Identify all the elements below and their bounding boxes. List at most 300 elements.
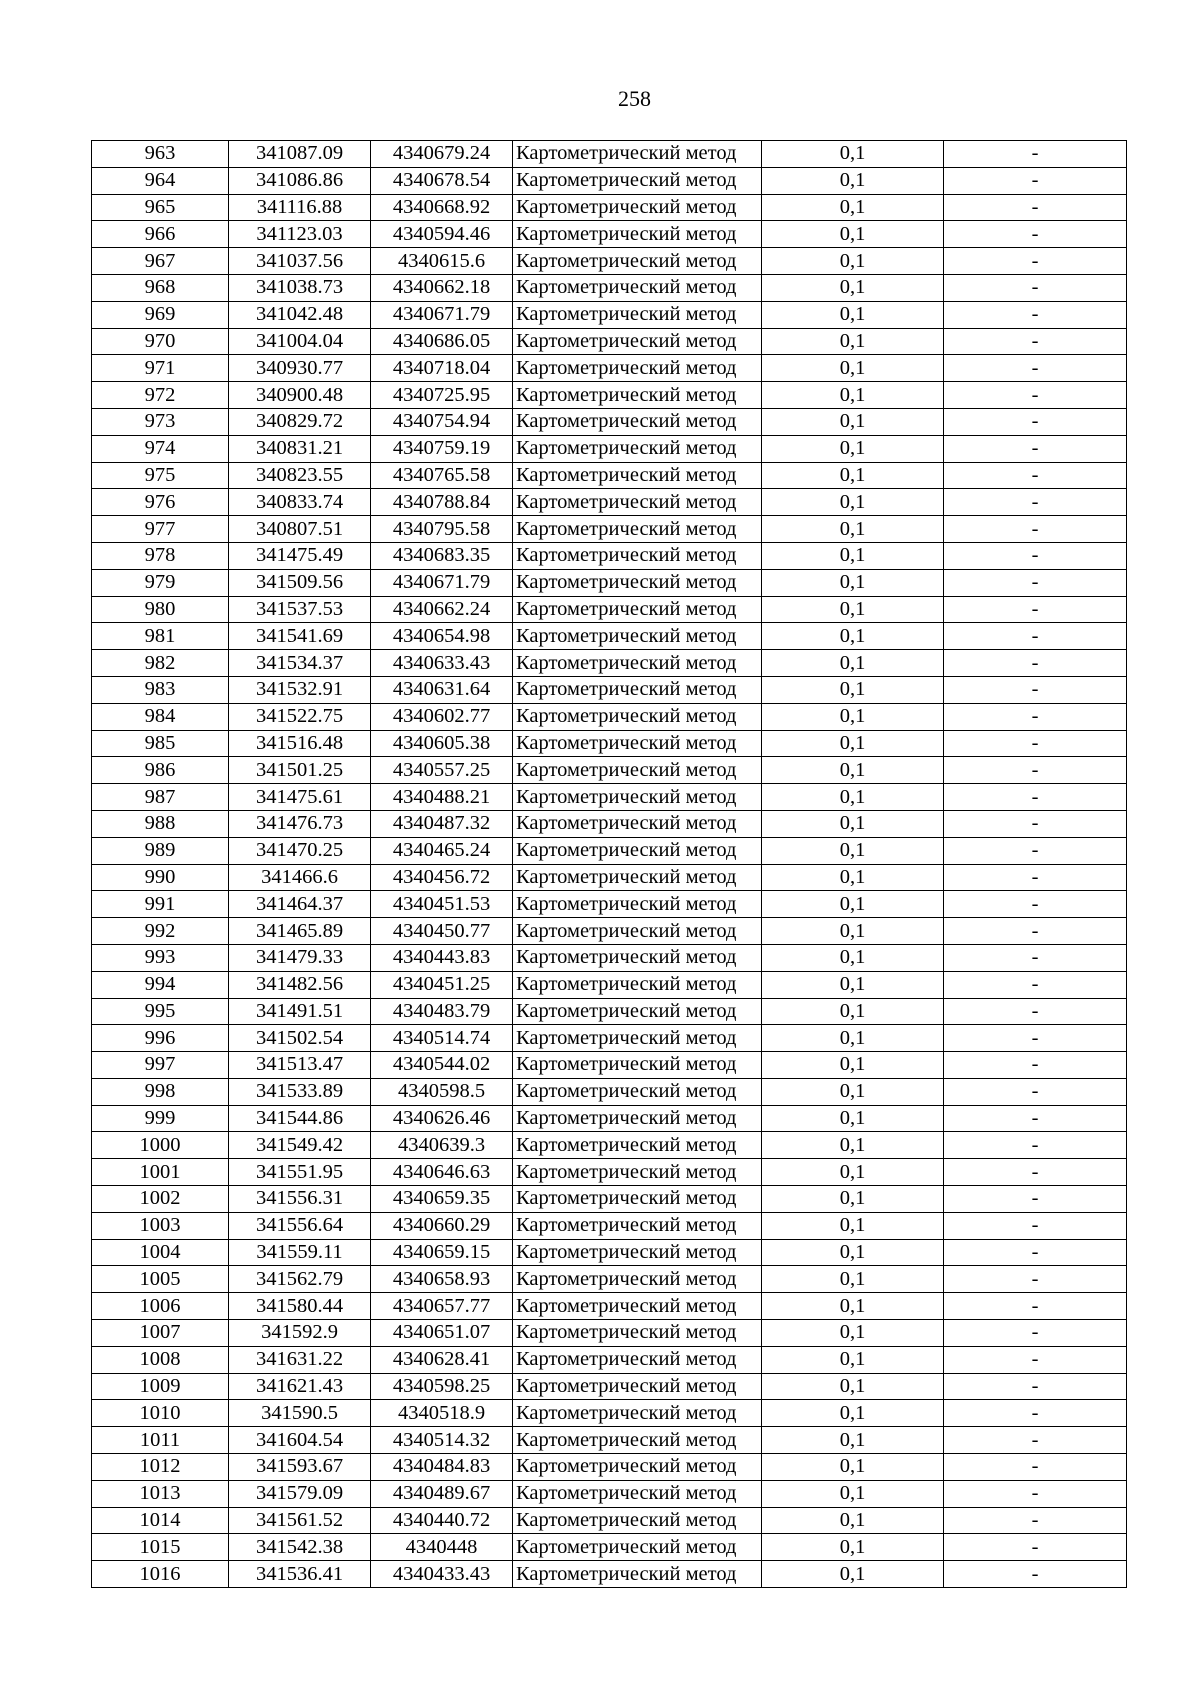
note-cell: - bbox=[944, 542, 1127, 569]
x-coordinate-cell: 341604.54 bbox=[229, 1427, 371, 1454]
point-number-cell: 1003 bbox=[92, 1212, 229, 1239]
method-cell: Картометрический метод bbox=[513, 998, 762, 1025]
table-row bbox=[92, 1052, 1127, 1079]
table-row bbox=[92, 221, 1127, 248]
x-coordinate-cell: 341532.91 bbox=[229, 676, 371, 703]
x-coordinate-cell: 341536.41 bbox=[229, 1561, 371, 1588]
y-coordinate-cell: 4340754.94 bbox=[371, 408, 513, 435]
accuracy-cell: 0,1 bbox=[762, 274, 944, 301]
table-row bbox=[92, 141, 1127, 168]
table-row bbox=[92, 542, 1127, 569]
x-coordinate-cell: 341116.88 bbox=[229, 194, 371, 221]
point-number-cell: 968 bbox=[92, 274, 229, 301]
method-cell: Картометрический метод bbox=[513, 221, 762, 248]
y-coordinate-cell: 4340448 bbox=[371, 1534, 513, 1561]
x-coordinate-cell: 341580.44 bbox=[229, 1293, 371, 1320]
table-row bbox=[92, 810, 1127, 837]
note-cell: - bbox=[944, 516, 1127, 543]
method-cell: Картометрический метод bbox=[513, 1400, 762, 1427]
y-coordinate-cell: 4340514.74 bbox=[371, 1025, 513, 1052]
table-row bbox=[92, 998, 1127, 1025]
table-row bbox=[92, 1025, 1127, 1052]
method-cell: Картометрический метод bbox=[513, 1105, 762, 1132]
method-cell: Картометрический метод bbox=[513, 1454, 762, 1481]
point-number-cell: 999 bbox=[92, 1105, 229, 1132]
y-coordinate-cell: 4340488.21 bbox=[371, 784, 513, 811]
x-coordinate-cell: 341042.48 bbox=[229, 301, 371, 328]
table-row bbox=[92, 1454, 1127, 1481]
accuracy-cell: 0,1 bbox=[762, 676, 944, 703]
point-number-cell: 1005 bbox=[92, 1266, 229, 1293]
y-coordinate-cell: 4340660.29 bbox=[371, 1212, 513, 1239]
y-coordinate-cell: 4340483.79 bbox=[371, 998, 513, 1025]
table-row bbox=[92, 1239, 1127, 1266]
method-cell: Картометрический метод bbox=[513, 918, 762, 945]
x-coordinate-cell: 341466.6 bbox=[229, 864, 371, 891]
note-cell: - bbox=[944, 1507, 1127, 1534]
accuracy-cell: 0,1 bbox=[762, 1159, 944, 1186]
note-cell: - bbox=[944, 676, 1127, 703]
table-row bbox=[92, 730, 1127, 757]
table-row bbox=[92, 1132, 1127, 1159]
note-cell: - bbox=[944, 355, 1127, 382]
point-number-cell: 1007 bbox=[92, 1320, 229, 1347]
method-cell: Картометрический метод bbox=[513, 248, 762, 275]
x-coordinate-cell: 341087.09 bbox=[229, 141, 371, 168]
note-cell: - bbox=[944, 1293, 1127, 1320]
method-cell: Картометрический метод bbox=[513, 489, 762, 516]
accuracy-cell: 0,1 bbox=[762, 810, 944, 837]
note-cell: - bbox=[944, 301, 1127, 328]
note-cell: - bbox=[944, 1105, 1127, 1132]
accuracy-cell: 0,1 bbox=[762, 730, 944, 757]
point-number-cell: 976 bbox=[92, 489, 229, 516]
method-cell: Картометрический метод bbox=[513, 1052, 762, 1079]
accuracy-cell: 0,1 bbox=[762, 167, 944, 194]
method-cell: Картометрический метод bbox=[513, 891, 762, 918]
point-number-cell: 990 bbox=[92, 864, 229, 891]
point-number-cell: 1015 bbox=[92, 1534, 229, 1561]
y-coordinate-cell: 4340598.25 bbox=[371, 1373, 513, 1400]
method-cell: Картометрический метод bbox=[513, 1266, 762, 1293]
method-cell: Картометрический метод bbox=[513, 569, 762, 596]
method-cell: Картометрический метод bbox=[513, 435, 762, 462]
note-cell: - bbox=[944, 1373, 1127, 1400]
method-cell: Картометрический метод bbox=[513, 1561, 762, 1588]
y-coordinate-cell: 4340795.58 bbox=[371, 516, 513, 543]
method-cell: Картометрический метод bbox=[513, 730, 762, 757]
accuracy-cell: 0,1 bbox=[762, 569, 944, 596]
y-coordinate-cell: 4340518.9 bbox=[371, 1400, 513, 1427]
point-number-cell: 1016 bbox=[92, 1561, 229, 1588]
note-cell: - bbox=[944, 274, 1127, 301]
y-coordinate-cell: 4340433.43 bbox=[371, 1561, 513, 1588]
y-coordinate-cell: 4340594.46 bbox=[371, 221, 513, 248]
y-coordinate-cell: 4340451.25 bbox=[371, 971, 513, 998]
note-cell: - bbox=[944, 623, 1127, 650]
method-cell: Картометрический метод bbox=[513, 1346, 762, 1373]
note-cell: - bbox=[944, 1480, 1127, 1507]
y-coordinate-cell: 4340658.93 bbox=[371, 1266, 513, 1293]
x-coordinate-cell: 341592.9 bbox=[229, 1320, 371, 1347]
note-cell: - bbox=[944, 382, 1127, 409]
note-cell: - bbox=[944, 435, 1127, 462]
x-coordinate-cell: 341479.33 bbox=[229, 944, 371, 971]
x-coordinate-cell: 341533.89 bbox=[229, 1078, 371, 1105]
x-coordinate-cell: 341631.22 bbox=[229, 1346, 371, 1373]
y-coordinate-cell: 4340662.24 bbox=[371, 596, 513, 623]
table-row bbox=[92, 194, 1127, 221]
method-cell: Картометрический метод bbox=[513, 1078, 762, 1105]
point-number-cell: 988 bbox=[92, 810, 229, 837]
table-row bbox=[92, 757, 1127, 784]
y-coordinate-cell: 4340440.72 bbox=[371, 1507, 513, 1534]
table-row bbox=[92, 971, 1127, 998]
method-cell: Картометрический метод bbox=[513, 542, 762, 569]
accuracy-cell: 0,1 bbox=[762, 301, 944, 328]
point-number-cell: 967 bbox=[92, 248, 229, 275]
table-row bbox=[92, 435, 1127, 462]
accuracy-cell: 0,1 bbox=[762, 1293, 944, 1320]
table-row bbox=[92, 703, 1127, 730]
x-coordinate-cell: 341475.61 bbox=[229, 784, 371, 811]
note-cell: - bbox=[944, 1212, 1127, 1239]
table-row bbox=[92, 408, 1127, 435]
x-coordinate-cell: 341037.56 bbox=[229, 248, 371, 275]
note-cell: - bbox=[944, 1454, 1127, 1481]
note-cell: - bbox=[944, 141, 1127, 168]
accuracy-cell: 0,1 bbox=[762, 757, 944, 784]
method-cell: Картометрический метод bbox=[513, 1534, 762, 1561]
accuracy-cell: 0,1 bbox=[762, 623, 944, 650]
method-cell: Картометрический метод bbox=[513, 462, 762, 489]
accuracy-cell: 0,1 bbox=[762, 918, 944, 945]
note-cell: - bbox=[944, 489, 1127, 516]
accuracy-cell: 0,1 bbox=[762, 355, 944, 382]
table-row bbox=[92, 676, 1127, 703]
x-coordinate-cell: 341537.53 bbox=[229, 596, 371, 623]
x-coordinate-cell: 341549.42 bbox=[229, 1132, 371, 1159]
x-coordinate-cell: 341542.38 bbox=[229, 1534, 371, 1561]
note-cell: - bbox=[944, 1266, 1127, 1293]
table-row bbox=[92, 864, 1127, 891]
point-number-cell: 1009 bbox=[92, 1373, 229, 1400]
table-row bbox=[92, 1078, 1127, 1105]
method-cell: Картометрический метод bbox=[513, 784, 762, 811]
note-cell: - bbox=[944, 1132, 1127, 1159]
note-cell: - bbox=[944, 1025, 1127, 1052]
note-cell: - bbox=[944, 730, 1127, 757]
note-cell: - bbox=[944, 1159, 1127, 1186]
method-cell: Картометрический метод bbox=[513, 167, 762, 194]
method-cell: Картометрический метод bbox=[513, 1159, 762, 1186]
table-row bbox=[92, 328, 1127, 355]
x-coordinate-cell: 341522.75 bbox=[229, 703, 371, 730]
table-row bbox=[92, 1320, 1127, 1347]
x-coordinate-cell: 341476.73 bbox=[229, 810, 371, 837]
method-cell: Картометрический метод bbox=[513, 676, 762, 703]
note-cell: - bbox=[944, 462, 1127, 489]
method-cell: Картометрический метод bbox=[513, 757, 762, 784]
method-cell: Картометрический метод bbox=[513, 1293, 762, 1320]
point-number-cell: 1013 bbox=[92, 1480, 229, 1507]
y-coordinate-cell: 4340450.77 bbox=[371, 918, 513, 945]
y-coordinate-cell: 4340639.3 bbox=[371, 1132, 513, 1159]
accuracy-cell: 0,1 bbox=[762, 542, 944, 569]
table-row bbox=[92, 837, 1127, 864]
y-coordinate-cell: 4340659.35 bbox=[371, 1186, 513, 1213]
accuracy-cell: 0,1 bbox=[762, 1454, 944, 1481]
point-number-cell: 983 bbox=[92, 676, 229, 703]
table-row bbox=[92, 1400, 1127, 1427]
note-cell: - bbox=[944, 1561, 1127, 1588]
y-coordinate-cell: 4340544.02 bbox=[371, 1052, 513, 1079]
note-cell: - bbox=[944, 757, 1127, 784]
y-coordinate-cell: 4340598.5 bbox=[371, 1078, 513, 1105]
note-cell: - bbox=[944, 167, 1127, 194]
note-cell: - bbox=[944, 1320, 1127, 1347]
table-row bbox=[92, 382, 1127, 409]
note-cell: - bbox=[944, 1534, 1127, 1561]
y-coordinate-cell: 4340484.83 bbox=[371, 1454, 513, 1481]
point-number-cell: 981 bbox=[92, 623, 229, 650]
y-coordinate-cell: 4340487.32 bbox=[371, 810, 513, 837]
method-cell: Картометрический метод bbox=[513, 516, 762, 543]
x-coordinate-cell: 341038.73 bbox=[229, 274, 371, 301]
point-number-cell: 965 bbox=[92, 194, 229, 221]
note-cell: - bbox=[944, 837, 1127, 864]
note-cell: - bbox=[944, 194, 1127, 221]
point-number-cell: 986 bbox=[92, 757, 229, 784]
table-row bbox=[92, 1293, 1127, 1320]
point-number-cell: 994 bbox=[92, 971, 229, 998]
x-coordinate-cell: 340900.48 bbox=[229, 382, 371, 409]
point-number-cell: 982 bbox=[92, 650, 229, 677]
note-cell: - bbox=[944, 221, 1127, 248]
method-cell: Картометрический метод bbox=[513, 810, 762, 837]
x-coordinate-cell: 341004.04 bbox=[229, 328, 371, 355]
x-coordinate-cell: 341556.64 bbox=[229, 1212, 371, 1239]
method-cell: Картометрический метод bbox=[513, 194, 762, 221]
accuracy-cell: 0,1 bbox=[762, 1400, 944, 1427]
point-number-cell: 989 bbox=[92, 837, 229, 864]
note-cell: - bbox=[944, 1427, 1127, 1454]
table-row bbox=[92, 274, 1127, 301]
x-coordinate-cell: 340829.72 bbox=[229, 408, 371, 435]
point-number-cell: 969 bbox=[92, 301, 229, 328]
note-cell: - bbox=[944, 1346, 1127, 1373]
method-cell: Картометрический метод bbox=[513, 274, 762, 301]
point-number-cell: 1012 bbox=[92, 1454, 229, 1481]
x-coordinate-cell: 341559.11 bbox=[229, 1239, 371, 1266]
point-number-cell: 992 bbox=[92, 918, 229, 945]
accuracy-cell: 0,1 bbox=[762, 328, 944, 355]
y-coordinate-cell: 4340557.25 bbox=[371, 757, 513, 784]
accuracy-cell: 0,1 bbox=[762, 1507, 944, 1534]
x-coordinate-cell: 340831.21 bbox=[229, 435, 371, 462]
y-coordinate-cell: 4340631.64 bbox=[371, 676, 513, 703]
point-number-cell: 980 bbox=[92, 596, 229, 623]
table-row bbox=[92, 167, 1127, 194]
accuracy-cell: 0,1 bbox=[762, 1320, 944, 1347]
accuracy-cell: 0,1 bbox=[762, 1346, 944, 1373]
y-coordinate-cell: 4340657.77 bbox=[371, 1293, 513, 1320]
x-coordinate-cell: 341516.48 bbox=[229, 730, 371, 757]
point-number-cell: 1001 bbox=[92, 1159, 229, 1186]
note-cell: - bbox=[944, 971, 1127, 998]
point-number-cell: 997 bbox=[92, 1052, 229, 1079]
x-coordinate-cell: 341562.79 bbox=[229, 1266, 371, 1293]
x-coordinate-cell: 341509.56 bbox=[229, 569, 371, 596]
accuracy-cell: 0,1 bbox=[762, 1561, 944, 1588]
y-coordinate-cell: 4340646.63 bbox=[371, 1159, 513, 1186]
y-coordinate-cell: 4340602.77 bbox=[371, 703, 513, 730]
accuracy-cell: 0,1 bbox=[762, 408, 944, 435]
point-number-cell: 1014 bbox=[92, 1507, 229, 1534]
method-cell: Картометрический метод bbox=[513, 1373, 762, 1400]
note-cell: - bbox=[944, 408, 1127, 435]
y-coordinate-cell: 4340651.07 bbox=[371, 1320, 513, 1347]
x-coordinate-cell: 341544.86 bbox=[229, 1105, 371, 1132]
accuracy-cell: 0,1 bbox=[762, 891, 944, 918]
note-cell: - bbox=[944, 998, 1127, 1025]
table-row bbox=[92, 1186, 1127, 1213]
method-cell: Картометрический метод bbox=[513, 650, 762, 677]
note-cell: - bbox=[944, 864, 1127, 891]
accuracy-cell: 0,1 bbox=[762, 703, 944, 730]
method-cell: Картометрический метод bbox=[513, 864, 762, 891]
accuracy-cell: 0,1 bbox=[762, 462, 944, 489]
coordinates-table-body bbox=[92, 141, 1127, 1588]
x-coordinate-cell: 341579.09 bbox=[229, 1480, 371, 1507]
accuracy-cell: 0,1 bbox=[762, 382, 944, 409]
note-cell: - bbox=[944, 944, 1127, 971]
y-coordinate-cell: 4340626.46 bbox=[371, 1105, 513, 1132]
table-row bbox=[92, 1373, 1127, 1400]
y-coordinate-cell: 4340718.04 bbox=[371, 355, 513, 382]
method-cell: Картометрический метод bbox=[513, 1025, 762, 1052]
note-cell: - bbox=[944, 328, 1127, 355]
table-row bbox=[92, 569, 1127, 596]
table-row bbox=[92, 918, 1127, 945]
method-cell: Картометрический метод bbox=[513, 1186, 762, 1213]
table-row bbox=[92, 489, 1127, 516]
note-cell: - bbox=[944, 810, 1127, 837]
accuracy-cell: 0,1 bbox=[762, 650, 944, 677]
table-row bbox=[92, 1561, 1127, 1588]
x-coordinate-cell: 341590.5 bbox=[229, 1400, 371, 1427]
method-cell: Картометрический метод bbox=[513, 1239, 762, 1266]
table-row bbox=[92, 516, 1127, 543]
y-coordinate-cell: 4340489.67 bbox=[371, 1480, 513, 1507]
y-coordinate-cell: 4340628.41 bbox=[371, 1346, 513, 1373]
accuracy-cell: 0,1 bbox=[762, 864, 944, 891]
y-coordinate-cell: 4340662.18 bbox=[371, 274, 513, 301]
point-number-cell: 1006 bbox=[92, 1293, 229, 1320]
x-coordinate-cell: 340807.51 bbox=[229, 516, 371, 543]
x-coordinate-cell: 341561.52 bbox=[229, 1507, 371, 1534]
table-row bbox=[92, 944, 1127, 971]
y-coordinate-cell: 4340654.98 bbox=[371, 623, 513, 650]
y-coordinate-cell: 4340788.84 bbox=[371, 489, 513, 516]
accuracy-cell: 0,1 bbox=[762, 1105, 944, 1132]
point-number-cell: 995 bbox=[92, 998, 229, 1025]
accuracy-cell: 0,1 bbox=[762, 489, 944, 516]
accuracy-cell: 0,1 bbox=[762, 998, 944, 1025]
method-cell: Картометрический метод bbox=[513, 1507, 762, 1534]
accuracy-cell: 0,1 bbox=[762, 1052, 944, 1079]
x-coordinate-cell: 341501.25 bbox=[229, 757, 371, 784]
point-number-cell: 963 bbox=[92, 141, 229, 168]
point-number-cell: 971 bbox=[92, 355, 229, 382]
method-cell: Картометрический метод bbox=[513, 971, 762, 998]
accuracy-cell: 0,1 bbox=[762, 971, 944, 998]
point-number-cell: 1004 bbox=[92, 1239, 229, 1266]
method-cell: Картометрический метод bbox=[513, 141, 762, 168]
x-coordinate-cell: 341556.31 bbox=[229, 1186, 371, 1213]
note-cell: - bbox=[944, 703, 1127, 730]
note-cell: - bbox=[944, 596, 1127, 623]
y-coordinate-cell: 4340679.24 bbox=[371, 141, 513, 168]
y-coordinate-cell: 4340671.79 bbox=[371, 301, 513, 328]
table-row bbox=[92, 891, 1127, 918]
table-row bbox=[92, 1507, 1127, 1534]
coordinates-table bbox=[91, 140, 1127, 1588]
method-cell: Картометрический метод bbox=[513, 837, 762, 864]
x-coordinate-cell: 340823.55 bbox=[229, 462, 371, 489]
accuracy-cell: 0,1 bbox=[762, 1078, 944, 1105]
point-number-cell: 991 bbox=[92, 891, 229, 918]
x-coordinate-cell: 341086.86 bbox=[229, 167, 371, 194]
accuracy-cell: 0,1 bbox=[762, 1427, 944, 1454]
note-cell: - bbox=[944, 1400, 1127, 1427]
x-coordinate-cell: 341475.49 bbox=[229, 542, 371, 569]
method-cell: Картометрический метод bbox=[513, 944, 762, 971]
accuracy-cell: 0,1 bbox=[762, 784, 944, 811]
y-coordinate-cell: 4340456.72 bbox=[371, 864, 513, 891]
x-coordinate-cell: 340833.74 bbox=[229, 489, 371, 516]
y-coordinate-cell: 4340514.32 bbox=[371, 1427, 513, 1454]
method-cell: Картометрический метод bbox=[513, 623, 762, 650]
y-coordinate-cell: 4340686.05 bbox=[371, 328, 513, 355]
point-number-cell: 1011 bbox=[92, 1427, 229, 1454]
point-number-cell: 975 bbox=[92, 462, 229, 489]
table-row bbox=[92, 1105, 1127, 1132]
accuracy-cell: 0,1 bbox=[762, 1239, 944, 1266]
table-row bbox=[92, 301, 1127, 328]
point-number-cell: 970 bbox=[92, 328, 229, 355]
page-number: 258 bbox=[618, 86, 651, 111]
method-cell: Картометрический метод bbox=[513, 1320, 762, 1347]
point-number-cell: 1010 bbox=[92, 1400, 229, 1427]
point-number-cell: 977 bbox=[92, 516, 229, 543]
point-number-cell: 973 bbox=[92, 408, 229, 435]
point-number-cell: 1002 bbox=[92, 1186, 229, 1213]
method-cell: Картометрический метод bbox=[513, 382, 762, 409]
point-number-cell: 993 bbox=[92, 944, 229, 971]
point-number-cell: 979 bbox=[92, 569, 229, 596]
x-coordinate-cell: 341470.25 bbox=[229, 837, 371, 864]
method-cell: Картометрический метод bbox=[513, 328, 762, 355]
table-row bbox=[92, 248, 1127, 275]
point-number-cell: 1008 bbox=[92, 1346, 229, 1373]
table-row bbox=[92, 1346, 1127, 1373]
accuracy-cell: 0,1 bbox=[762, 837, 944, 864]
point-number-cell: 966 bbox=[92, 221, 229, 248]
accuracy-cell: 0,1 bbox=[762, 141, 944, 168]
accuracy-cell: 0,1 bbox=[762, 596, 944, 623]
point-number-cell: 1000 bbox=[92, 1132, 229, 1159]
